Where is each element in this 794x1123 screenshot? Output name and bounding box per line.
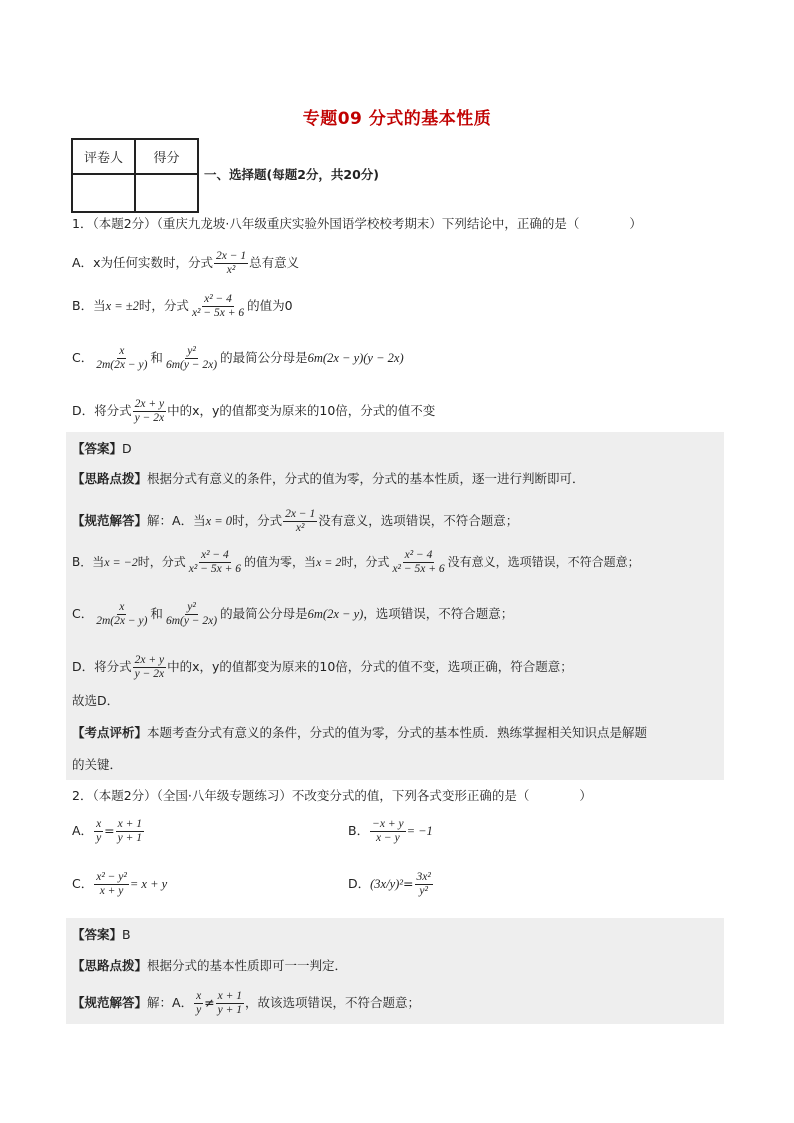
q1-option-c	[72, 345, 404, 372]
numerator: x² − 4	[200, 549, 229, 561]
score-table-cell-grader	[72, 174, 135, 212]
solution-text: 时，分式	[341, 555, 390, 569]
option-label: D．	[348, 876, 371, 891]
q2-answer	[72, 926, 131, 944]
solution-text: 中的x，y的值都变为原来的10倍，分式的值不变，选项正确，符合题意；	[167, 659, 573, 674]
math-expression: x = 0	[205, 514, 233, 528]
review-tag: 【考点评析】	[72, 725, 148, 740]
math-expression: 6m(2x − y)	[307, 607, 364, 621]
option-label: C．	[72, 876, 94, 891]
q2-stem: 2．（本题2分）（全国·八年级专题练习）不改变分式的值，下列各式变形正确的是（ ）	[72, 788, 592, 803]
option-text: 时，分式	[138, 298, 189, 313]
numerator: 2x + y	[134, 654, 165, 666]
fraction	[415, 871, 433, 898]
option-text: 的值为0	[247, 298, 293, 313]
denominator: y	[196, 1004, 202, 1016]
fraction	[133, 654, 166, 681]
numerator: 3x²	[416, 871, 431, 883]
numerator: x	[96, 818, 102, 830]
denominator: 6m(y − 2x)	[165, 359, 218, 371]
q1-hint	[72, 470, 585, 488]
option-label: A．	[72, 255, 94, 270]
q2-option-b	[348, 818, 433, 845]
option-label: C．	[72, 350, 94, 365]
q1-option-d	[72, 398, 435, 425]
fraction	[390, 549, 446, 576]
option-text: 中的x，y的值都变为原来的10倍，分式的值不变	[167, 403, 436, 418]
denominator: y + 1	[217, 1004, 243, 1016]
math-symbol: =	[403, 876, 414, 891]
denominator: 6m(y − 2x)	[165, 615, 218, 627]
denominator: 2m(2x − y)	[96, 615, 148, 627]
denominator: x − y	[375, 832, 400, 844]
score-table-header-score: 得分	[135, 139, 198, 174]
q1-review-cont: 的关键．	[72, 757, 123, 772]
denominator: x + y	[99, 885, 124, 897]
solution-text: 解：A．当	[147, 513, 206, 528]
section-heading: 一、选择题(每题2分，共20分)	[204, 167, 380, 182]
denominator: 2m(2x − y)	[96, 359, 148, 371]
fraction	[283, 508, 317, 535]
q1-conclusion: 故选D．	[72, 693, 120, 708]
option-label: B．	[348, 823, 370, 838]
fraction	[164, 601, 219, 628]
math-expression: x = −2	[104, 555, 138, 569]
q1-review	[72, 724, 647, 742]
q2-option-c	[72, 871, 167, 898]
numerator: 2x + y	[134, 398, 165, 410]
numerator: x + 1	[117, 818, 143, 830]
denominator: x² − 5x + 6	[392, 563, 445, 575]
q2-option-d	[348, 871, 434, 898]
denominator: y − 2x	[134, 668, 165, 680]
fraction	[94, 818, 103, 845]
solution-text: 没有意义，选项错误，不符合题意；	[318, 513, 519, 528]
denominator: x² − 5x + 6	[188, 563, 241, 575]
solution-text: 没有意义，选项错误，不符合题意；	[447, 555, 640, 569]
numerator: y²	[187, 601, 196, 613]
solution-text: C．	[72, 606, 94, 621]
denominator: x²	[295, 522, 305, 534]
hint-text: 根据分式有意义的条件，分式的值为零，分式的基本性质，逐一进行判断即可．	[147, 471, 585, 486]
math-expression: x = ±2	[105, 299, 139, 313]
solution-text: 和	[150, 606, 163, 621]
fraction	[164, 345, 219, 372]
denominator: x² − 5x + 6	[191, 307, 245, 319]
fraction	[214, 250, 248, 277]
q2-solution	[72, 990, 420, 1017]
numerator: y²	[187, 345, 196, 357]
q1-solution-a	[72, 508, 518, 535]
numerator: −x + y	[372, 818, 404, 830]
solution-text: 的最简公分母是	[220, 606, 308, 621]
option-text: x为任何实数时，分式	[93, 255, 213, 270]
numerator: x² − y²	[96, 871, 127, 883]
review-text: 本题考查分式有意义的条件，分式的值为零，分式的基本性质．熟练掌握相关知识点是解题	[147, 725, 648, 740]
numerator: 2x − 1	[215, 250, 247, 262]
fraction	[94, 871, 129, 898]
answer-value: B	[122, 927, 131, 942]
score-table-header-grader: 评卷人	[72, 139, 135, 174]
fraction	[187, 549, 243, 576]
numerator: x + 1	[217, 990, 243, 1002]
q1-stem: 1．（本题2分）（重庆九龙坡·八年级重庆实验外国语学校校考期末）下列结论中，正确的是（ ）	[72, 216, 642, 231]
option-label: B．当	[72, 298, 106, 313]
fraction	[370, 818, 405, 845]
q1-solution-b	[72, 549, 640, 576]
denominator: y	[96, 832, 102, 844]
denominator: y + 1	[117, 832, 143, 844]
page-title: 专题09 分式的基本性质	[302, 109, 492, 129]
answer-tag: 【答案】	[72, 441, 123, 456]
q1-option-a	[72, 250, 299, 277]
solution-text: 时，分式	[137, 555, 186, 569]
fraction	[216, 990, 244, 1017]
fraction	[116, 818, 144, 845]
q1-answer	[72, 440, 132, 458]
option-text: 和	[150, 350, 163, 365]
fraction	[190, 293, 246, 320]
fraction	[94, 345, 149, 372]
math-symbol: ≠	[204, 995, 215, 1010]
denominator: x²	[226, 264, 236, 276]
option-text: 的最简公分母是	[220, 350, 308, 365]
numerator: x² − 4	[404, 549, 433, 561]
q1-solution-c	[72, 601, 513, 628]
hint-tag: 【思路点拨】	[72, 471, 148, 486]
q1-solution-d	[72, 654, 573, 681]
numerator: x² − 4	[204, 293, 232, 305]
solution-text: ，故该选项错误，不符合题意；	[245, 995, 421, 1010]
hint-text: 根据分式的基本性质即可一一判定．	[147, 958, 348, 973]
solution-text: 时，分式	[232, 513, 283, 528]
math-expression: = −1	[406, 824, 433, 838]
q1-option-b	[72, 293, 293, 320]
score-table-cell-score	[135, 174, 198, 212]
denominator: y − 2x	[134, 412, 165, 424]
solution-text: D．将分式	[72, 659, 132, 674]
solution-text: ，选项错误，不符合题意；	[363, 606, 514, 621]
math-symbol: =	[104, 823, 115, 838]
numerator: x	[196, 990, 202, 1002]
solution-text: B．当	[72, 555, 105, 569]
solution-text: 解：A．	[147, 995, 194, 1010]
option-label: D．将分式	[72, 403, 132, 418]
solution-tag: 【规范解答】	[72, 995, 148, 1010]
numerator: x	[119, 601, 125, 613]
answer-value: D	[122, 441, 132, 456]
math-expression: x = 2	[315, 555, 342, 569]
fraction	[94, 601, 149, 628]
denominator: y²	[419, 885, 428, 897]
option-text: 总有意义	[249, 255, 300, 270]
numerator: x	[119, 345, 125, 357]
answer-tag: 【答案】	[72, 927, 123, 942]
q2-hint	[72, 957, 347, 975]
hint-tag: 【思路点拨】	[72, 958, 148, 973]
math-expression: 6m(2x − y)(y − 2x)	[307, 351, 404, 365]
fraction	[194, 990, 203, 1017]
math-expression: = x + y	[129, 877, 168, 891]
solution-tag: 【规范解答】	[72, 513, 148, 528]
q2-option-a	[72, 818, 145, 845]
option-label: A．	[72, 823, 94, 838]
math-expression: (3x/y)²	[370, 877, 404, 891]
numerator: 2x − 1	[285, 508, 316, 520]
score-table	[71, 138, 199, 213]
solution-text: 的值为零，当	[243, 555, 316, 569]
fraction	[133, 398, 166, 425]
